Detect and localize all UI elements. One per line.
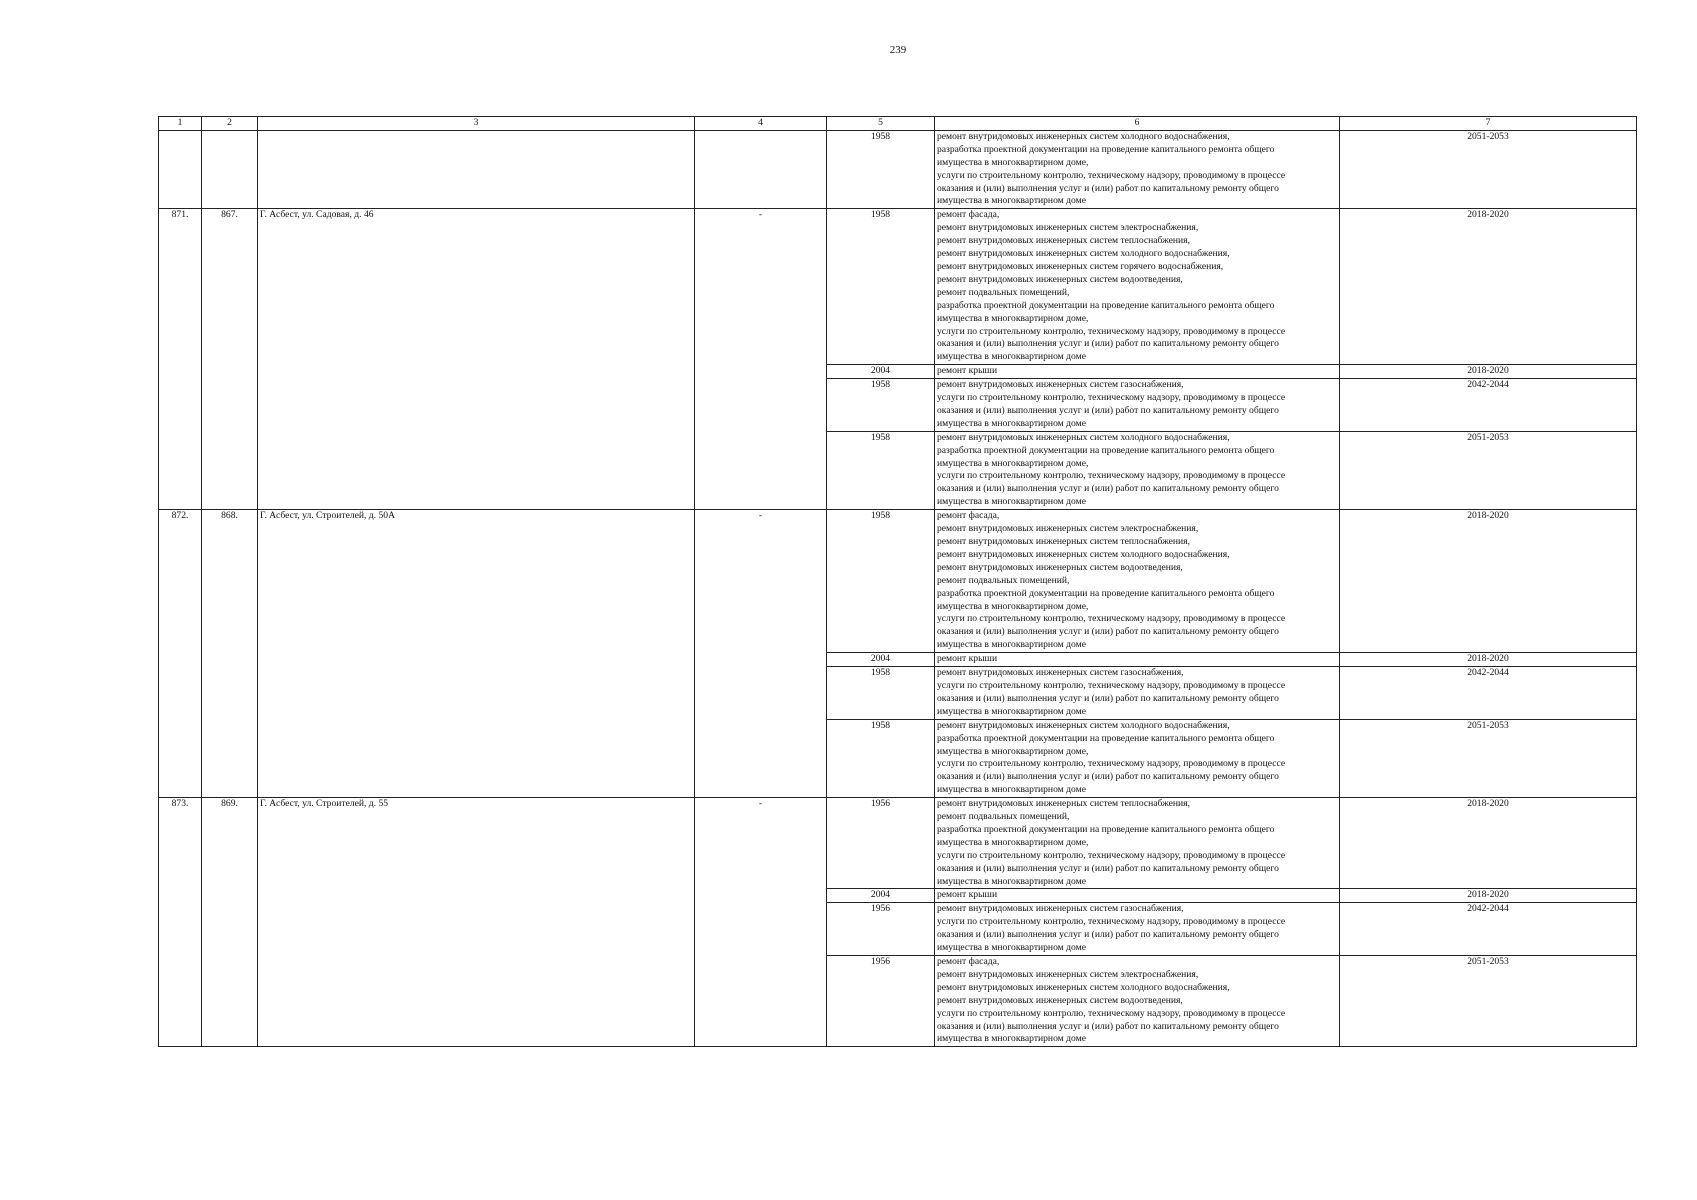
year-cell: 1958 — [827, 209, 935, 365]
repair-schedule-table — [158, 116, 1637, 1047]
works-line: имущества в многоквартирном доме, — [937, 836, 1089, 848]
address-cell: Г. Асбест, ул. Строителей, д. 50А — [258, 510, 695, 798]
page-number: 239 — [889, 44, 907, 56]
year-cell: 1958 — [827, 379, 935, 432]
address-cell: Г. Асбест, ул. Строителей, д. 55 — [258, 798, 695, 1047]
header-cell: 5 — [827, 117, 935, 131]
works-line: оказания и (или) выполнения услуг и (или) работ по капитальному ремонту общего — [937, 862, 1279, 874]
works-line: оказания и (или) выполнения услуг и (или) работ по капитальному ремонту общего — [937, 338, 1279, 350]
works-cell — [935, 130, 1340, 208]
works-line: ремонт внутридомовых инженерных систем теплоснабжения, — [937, 798, 1190, 810]
works-line: услуги по строительному контролю, техническому надзору, проводимому в процессе — [937, 758, 1286, 770]
header-cell: 4 — [695, 117, 827, 131]
address-cell — [258, 130, 695, 208]
period-cell: 2051-2053 — [1340, 956, 1637, 1047]
works-line: ремонт внутридомовых инженерных систем холодного водоснабжения, — [937, 981, 1230, 993]
year-cell: 1958 — [827, 130, 935, 208]
works-line: ремонт подвальных помещений, — [937, 574, 1070, 586]
header-cell: 6 — [935, 117, 1340, 131]
works-line: оказания и (или) выполнения услуг и (или) работ по капитальному ремонту общего — [937, 483, 1279, 495]
works-line: имущества в многоквартирном доме, — [937, 600, 1089, 612]
works-line: ремонт крыши — [937, 653, 998, 665]
address-cell: Г. Асбест, ул. Садовая, д. 46 — [258, 209, 695, 510]
works-line: ремонт подвальных помещений, — [937, 811, 1070, 823]
works-line: разработка проектной документации на проведение капитального ремонта общего — [937, 732, 1275, 744]
works-cell — [935, 956, 1340, 1047]
row-number-cell: 871. — [159, 209, 202, 510]
works-line: ремонт фасада, — [937, 209, 1000, 221]
period-cell: 2051-2053 — [1340, 431, 1637, 509]
works-line: ремонт внутридомовых инженерных систем водоотведения, — [937, 994, 1183, 1006]
works-line: услуги по строительному контролю, техническому надзору, проводимому в процессе — [937, 916, 1286, 928]
works-line: имущества в многоквартирном доме — [937, 496, 1086, 508]
works-line: ремонт внутридомовых инженерных систем газоснабжения, — [937, 379, 1184, 391]
works-line: ремонт фасада, — [937, 956, 1000, 967]
works-line: разработка проектной документации на проведение капитального ремонта общего — [937, 823, 1275, 835]
works-cell — [935, 209, 1340, 365]
works-line: услуги по строительному контролю, техническому надзору, проводимому в процессе — [937, 392, 1286, 404]
period-cell: 2042-2044 — [1340, 903, 1637, 956]
period-cell: 2018-2020 — [1340, 510, 1637, 653]
works-line: имущества в многоквартирном доме, — [937, 745, 1089, 757]
works-line: разработка проектной документации на проведение капитального ремонта общего — [937, 299, 1275, 311]
table-body — [159, 117, 1637, 1047]
works-line: ремонт фасада, — [937, 510, 1000, 522]
works-line: услуги по строительному контролю, техническому надзору, проводимому в процессе — [937, 679, 1286, 691]
header-cell: 2 — [202, 117, 258, 131]
works-line: услуги по строительному контролю, техническому надзору, проводимому в процессе — [937, 470, 1286, 482]
works-line: услуги по строительному контролю, техническому надзору, проводимому в процессе — [937, 169, 1286, 181]
works-cell — [935, 510, 1340, 653]
works-line: имущества в многоквартирном доме, — [937, 156, 1089, 168]
col4-cell: - — [695, 510, 827, 798]
works-line: оказания и (или) выполнения услуг и (или) работ по капитальному ремонту общего — [937, 626, 1279, 638]
year-cell: 2004 — [827, 653, 935, 667]
works-line: ремонт внутридомовых инженерных систем газоснабжения, — [937, 903, 1184, 915]
year-cell: 1956 — [827, 798, 935, 889]
period-cell: 2042-2044 — [1340, 667, 1637, 720]
header-cell: 3 — [258, 117, 695, 131]
works-line: оказания и (или) выполнения услуг и (или) работ по капитальному ремонту общего — [937, 404, 1279, 416]
year-cell: 1958 — [827, 431, 935, 509]
works-cell — [935, 798, 1340, 889]
table-row — [159, 209, 1637, 365]
works-line: имущества в многоквартирном доме, — [937, 312, 1089, 324]
period-cell: 2051-2053 — [1340, 719, 1637, 797]
works-line: ремонт внутридомовых инженерных систем электроснабжения, — [937, 968, 1199, 980]
works-line: ремонт внутридомовых инженерных систем газоснабжения, — [937, 667, 1184, 679]
table-row — [159, 510, 1637, 653]
works-line: ремонт внутридомовых инженерных систем электроснабжения, — [937, 523, 1199, 535]
works-line: услуги по строительному контролю, техническому надзору, проводимому в процессе — [937, 613, 1286, 625]
works-cell — [935, 379, 1340, 432]
period-cell: 2018-2020 — [1340, 209, 1637, 365]
year-cell: 1958 — [827, 510, 935, 653]
works-cell — [935, 903, 1340, 956]
works-line: ремонт внутридомовых инженерных систем теплоснабжения, — [937, 536, 1190, 547]
works-cell — [935, 653, 1340, 667]
works-line: имущества в многоквартирном доме — [937, 784, 1086, 796]
works-line: ремонт внутридомовых инженерных систем холодного водоснабжения, — [937, 431, 1230, 443]
works-cell — [935, 719, 1340, 797]
row-number-cell — [159, 130, 202, 208]
works-line: имущества в многоквартирном доме — [937, 639, 1086, 651]
works-line: ремонт внутридомовых инженерных систем холодного водоснабжения, — [937, 719, 1230, 731]
table-row — [159, 798, 1637, 889]
col4-cell — [695, 130, 827, 208]
period-cell: 2042-2044 — [1340, 379, 1637, 432]
works-line: имущества в многоквартирном доме, — [937, 457, 1089, 469]
works-line: ремонт крыши — [937, 365, 998, 377]
period-cell: 2018-2020 — [1340, 798, 1637, 889]
works-line: ремонт внутридомовых инженерных систем водоотведения, — [937, 561, 1183, 573]
works-line: имущества в многоквартирном доме — [937, 705, 1086, 717]
year-cell: 1956 — [827, 903, 935, 956]
works-line: оказания и (или) выполнения услуг и (или) работ по капитальному ремонту общего — [937, 1020, 1279, 1032]
period-cell: 2051-2053 — [1340, 130, 1637, 208]
works-cell — [935, 889, 1340, 903]
row-ref-cell: 867. — [202, 209, 258, 510]
works-line: услуги по строительному контролю, техническому надзору, проводимому в процессе — [937, 1007, 1286, 1019]
works-line: ремонт внутридомовых инженерных систем холодного водоснабжения, — [937, 248, 1230, 260]
year-cell: 2004 — [827, 889, 935, 903]
works-line: имущества в многоквартирном доме — [937, 195, 1086, 207]
works-line: имущества в многоквартирном доме — [937, 417, 1086, 429]
period-cell: 2018-2020 — [1340, 653, 1637, 667]
row-ref-cell — [202, 130, 258, 208]
row-number-cell: 872. — [159, 510, 202, 798]
works-line: ремонт крыши — [937, 889, 998, 901]
header-cell: 7 — [1340, 117, 1637, 131]
works-line: разработка проектной документации на проведение капитального ремонта общего — [937, 143, 1275, 155]
works-line: имущества в многоквартирном доме — [937, 1033, 1086, 1045]
works-line: оказания и (или) выполнения услуг и (или) работ по капитальному ремонту общего — [937, 929, 1279, 941]
works-line: разработка проектной документации на проведение капитального ремонта общего — [937, 444, 1275, 456]
period-cell: 2018-2020 — [1340, 889, 1637, 903]
works-line: ремонт подвальных помещений, — [937, 286, 1070, 298]
header-cell: 1 — [159, 117, 202, 131]
table-row — [159, 130, 1637, 208]
col4-cell: - — [695, 209, 827, 510]
works-line: имущества в многоквартирном доме — [937, 875, 1086, 887]
row-ref-cell: 868. — [202, 510, 258, 798]
year-cell: 1958 — [827, 719, 935, 797]
works-line: разработка проектной документации на проведение капитального ремонта общего — [937, 587, 1275, 599]
works-line: ремонт внутридомовых инженерных систем водоотведения, — [937, 273, 1183, 285]
works-line: услуги по строительному контролю, техническому надзору, проводимому в процессе — [937, 325, 1286, 337]
year-cell: 1958 — [827, 667, 935, 720]
works-line: ремонт внутридомовых инженерных систем холодного водоснабжения, — [937, 130, 1230, 142]
works-cell — [935, 431, 1340, 509]
row-ref-cell: 869. — [202, 798, 258, 1047]
year-cell: 2004 — [827, 365, 935, 379]
works-line: оказания и (или) выполнения услуг и (или) работ по капитальному ремонту общего — [937, 771, 1279, 783]
works-line: ремонт внутридомовых инженерных систем холодного водоснабжения, — [937, 548, 1230, 560]
works-line: имущества в многоквартирном доме — [937, 942, 1086, 954]
works-cell — [935, 365, 1340, 379]
works-line: оказания и (или) выполнения услуг и (или) работ по капитальному ремонту общего — [937, 182, 1279, 194]
col4-cell: - — [695, 798, 827, 1047]
works-line: ремонт внутридомовых инженерных систем теплоснабжения, — [937, 235, 1190, 247]
year-cell: 1956 — [827, 956, 935, 1047]
works-line: имущества в многоквартирном доме — [937, 351, 1086, 363]
period-cell: 2018-2020 — [1340, 365, 1637, 379]
works-line: ремонт внутридомовых инженерных систем горячего водоснабжения, — [937, 260, 1224, 272]
works-line: ремонт внутридомовых инженерных систем электроснабжения, — [937, 222, 1199, 234]
row-number-cell: 873. — [159, 798, 202, 1047]
works-cell — [935, 667, 1340, 720]
works-line: услуги по строительному контролю, техническому надзору, проводимому в процессе — [937, 849, 1286, 861]
table-header-row — [159, 117, 1637, 131]
works-line: оказания и (или) выполнения услуг и (или) работ по капитальному ремонту общего — [937, 692, 1279, 704]
